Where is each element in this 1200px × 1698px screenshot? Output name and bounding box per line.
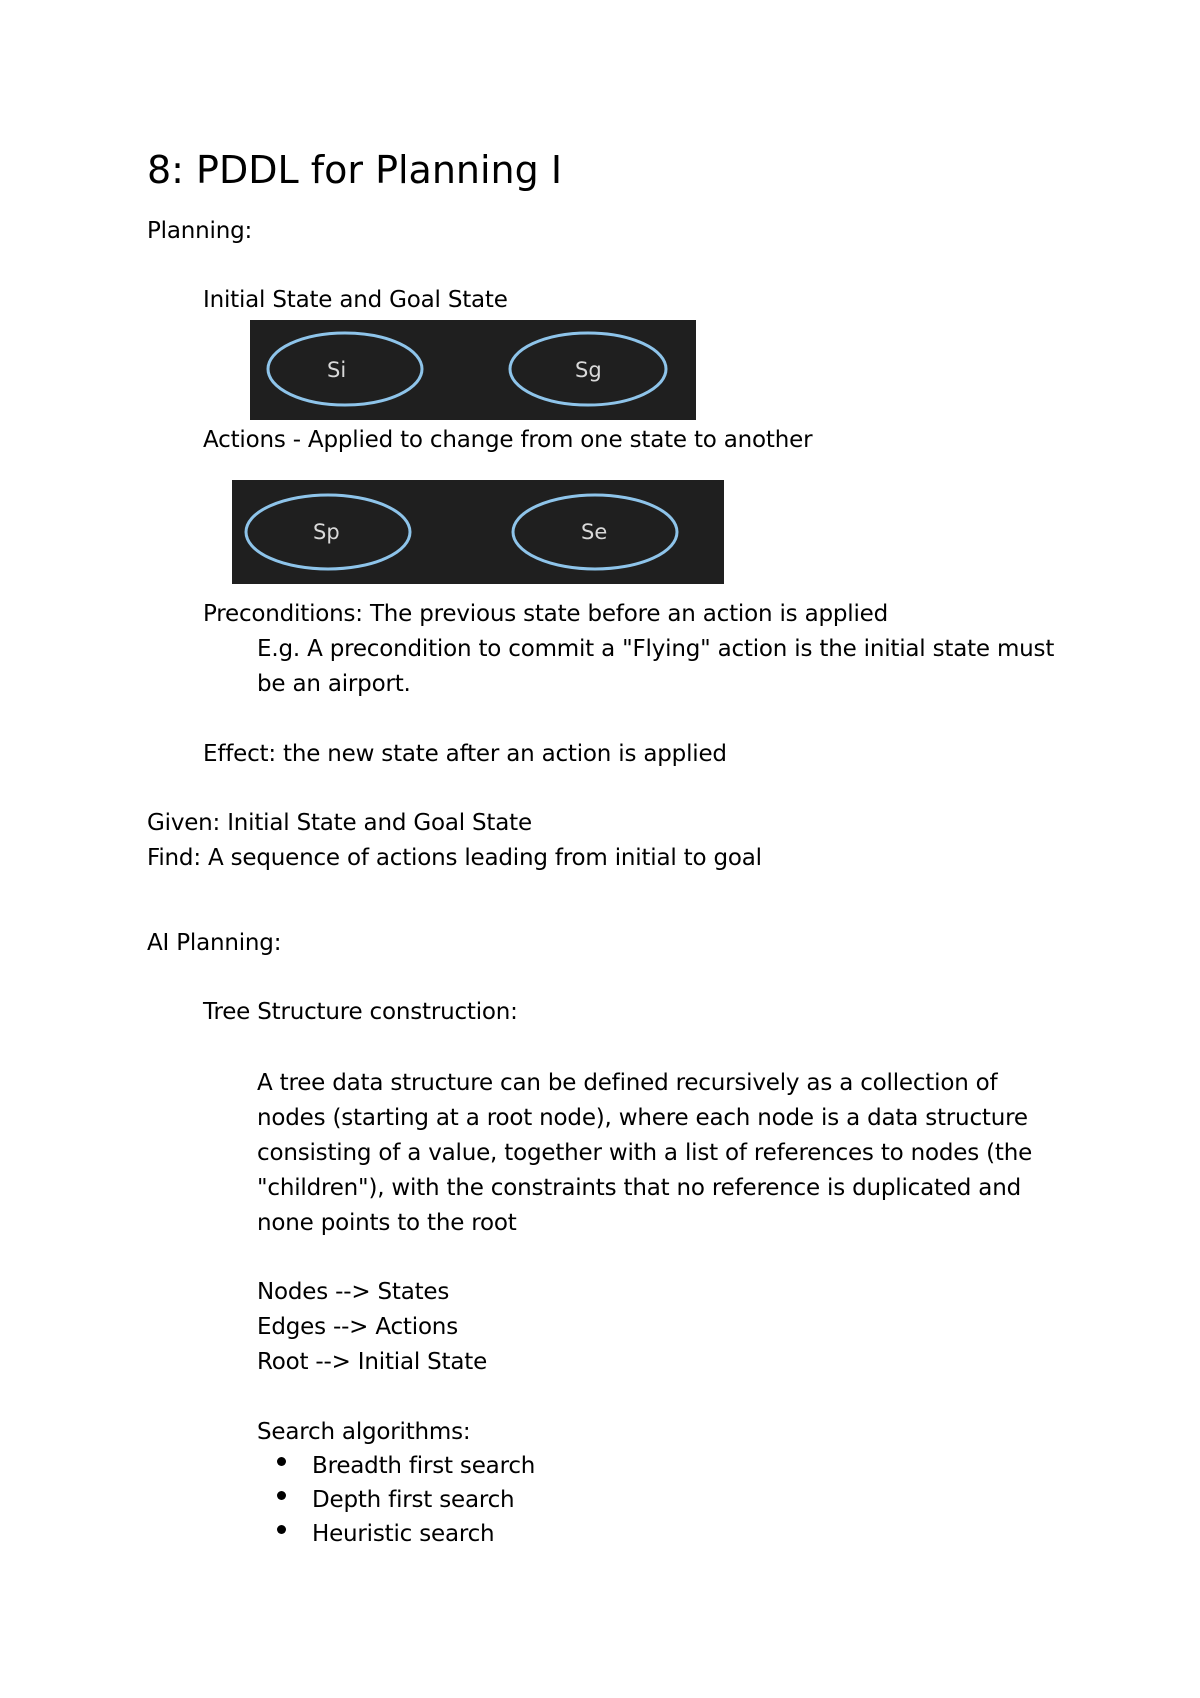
example-line-1: E.g. A precondition to commit a "Flying" action is the initial state must [257,636,1055,662]
bullet-icon [277,1457,286,1466]
given-text: Given: Initial State and Goal State [147,810,532,836]
search-algorithms-heading: Search algorithms: [257,1419,471,1445]
bullet-icon [277,1525,286,1534]
mapping-root-initial: Root --> Initial State [257,1349,488,1375]
mapping-nodes-states: Nodes --> States [257,1279,450,1305]
planning-heading: Planning: [147,218,253,244]
tree-paragraph-line: A tree data structure can be defined recursively as a collection of [257,1070,998,1096]
state-label-sp: Sp [313,520,340,544]
actions-text: Actions - Applied to change from one state to another [203,427,813,453]
search-item-heuristic: Heuristic search [312,1521,495,1547]
effect-text: Effect: the new state after an action is applied [203,741,727,767]
preconditions-text: Preconditions: The previous state before an action is applied [203,601,888,627]
ai-planning-heading: AI Planning: [147,930,282,956]
page-title: 8: PDDL for Planning I [147,148,563,192]
state-diagram-initial-goal [250,320,696,420]
state-label-se: Se [581,520,608,544]
state-label-si: Si [327,358,347,382]
tree-paragraph-line: nodes (starting at a root node), where each node is a data structure [257,1105,1028,1131]
state-diagram-actions [232,480,724,584]
initial-goal-text: Initial State and Goal State [203,287,508,313]
tree-paragraph-line: consisting of a value, together with a list of references to nodes (the [257,1140,1033,1166]
tree-paragraph-line: "children"), with the constraints that no reference is duplicated and [257,1175,1021,1201]
example-line-2: be an airport. [257,671,411,697]
tree-structure-heading: Tree Structure construction: [203,999,518,1025]
state-label-sg: Sg [575,358,602,382]
mapping-edges-actions: Edges --> Actions [257,1314,458,1340]
search-item-bfs: Breadth first search [312,1453,536,1479]
bullet-icon [277,1491,286,1500]
tree-paragraph-line: none points to the root [257,1210,517,1236]
find-text: Find: A sequence of actions leading from initial to goal [147,845,762,871]
search-item-dfs: Depth first search [312,1487,515,1513]
